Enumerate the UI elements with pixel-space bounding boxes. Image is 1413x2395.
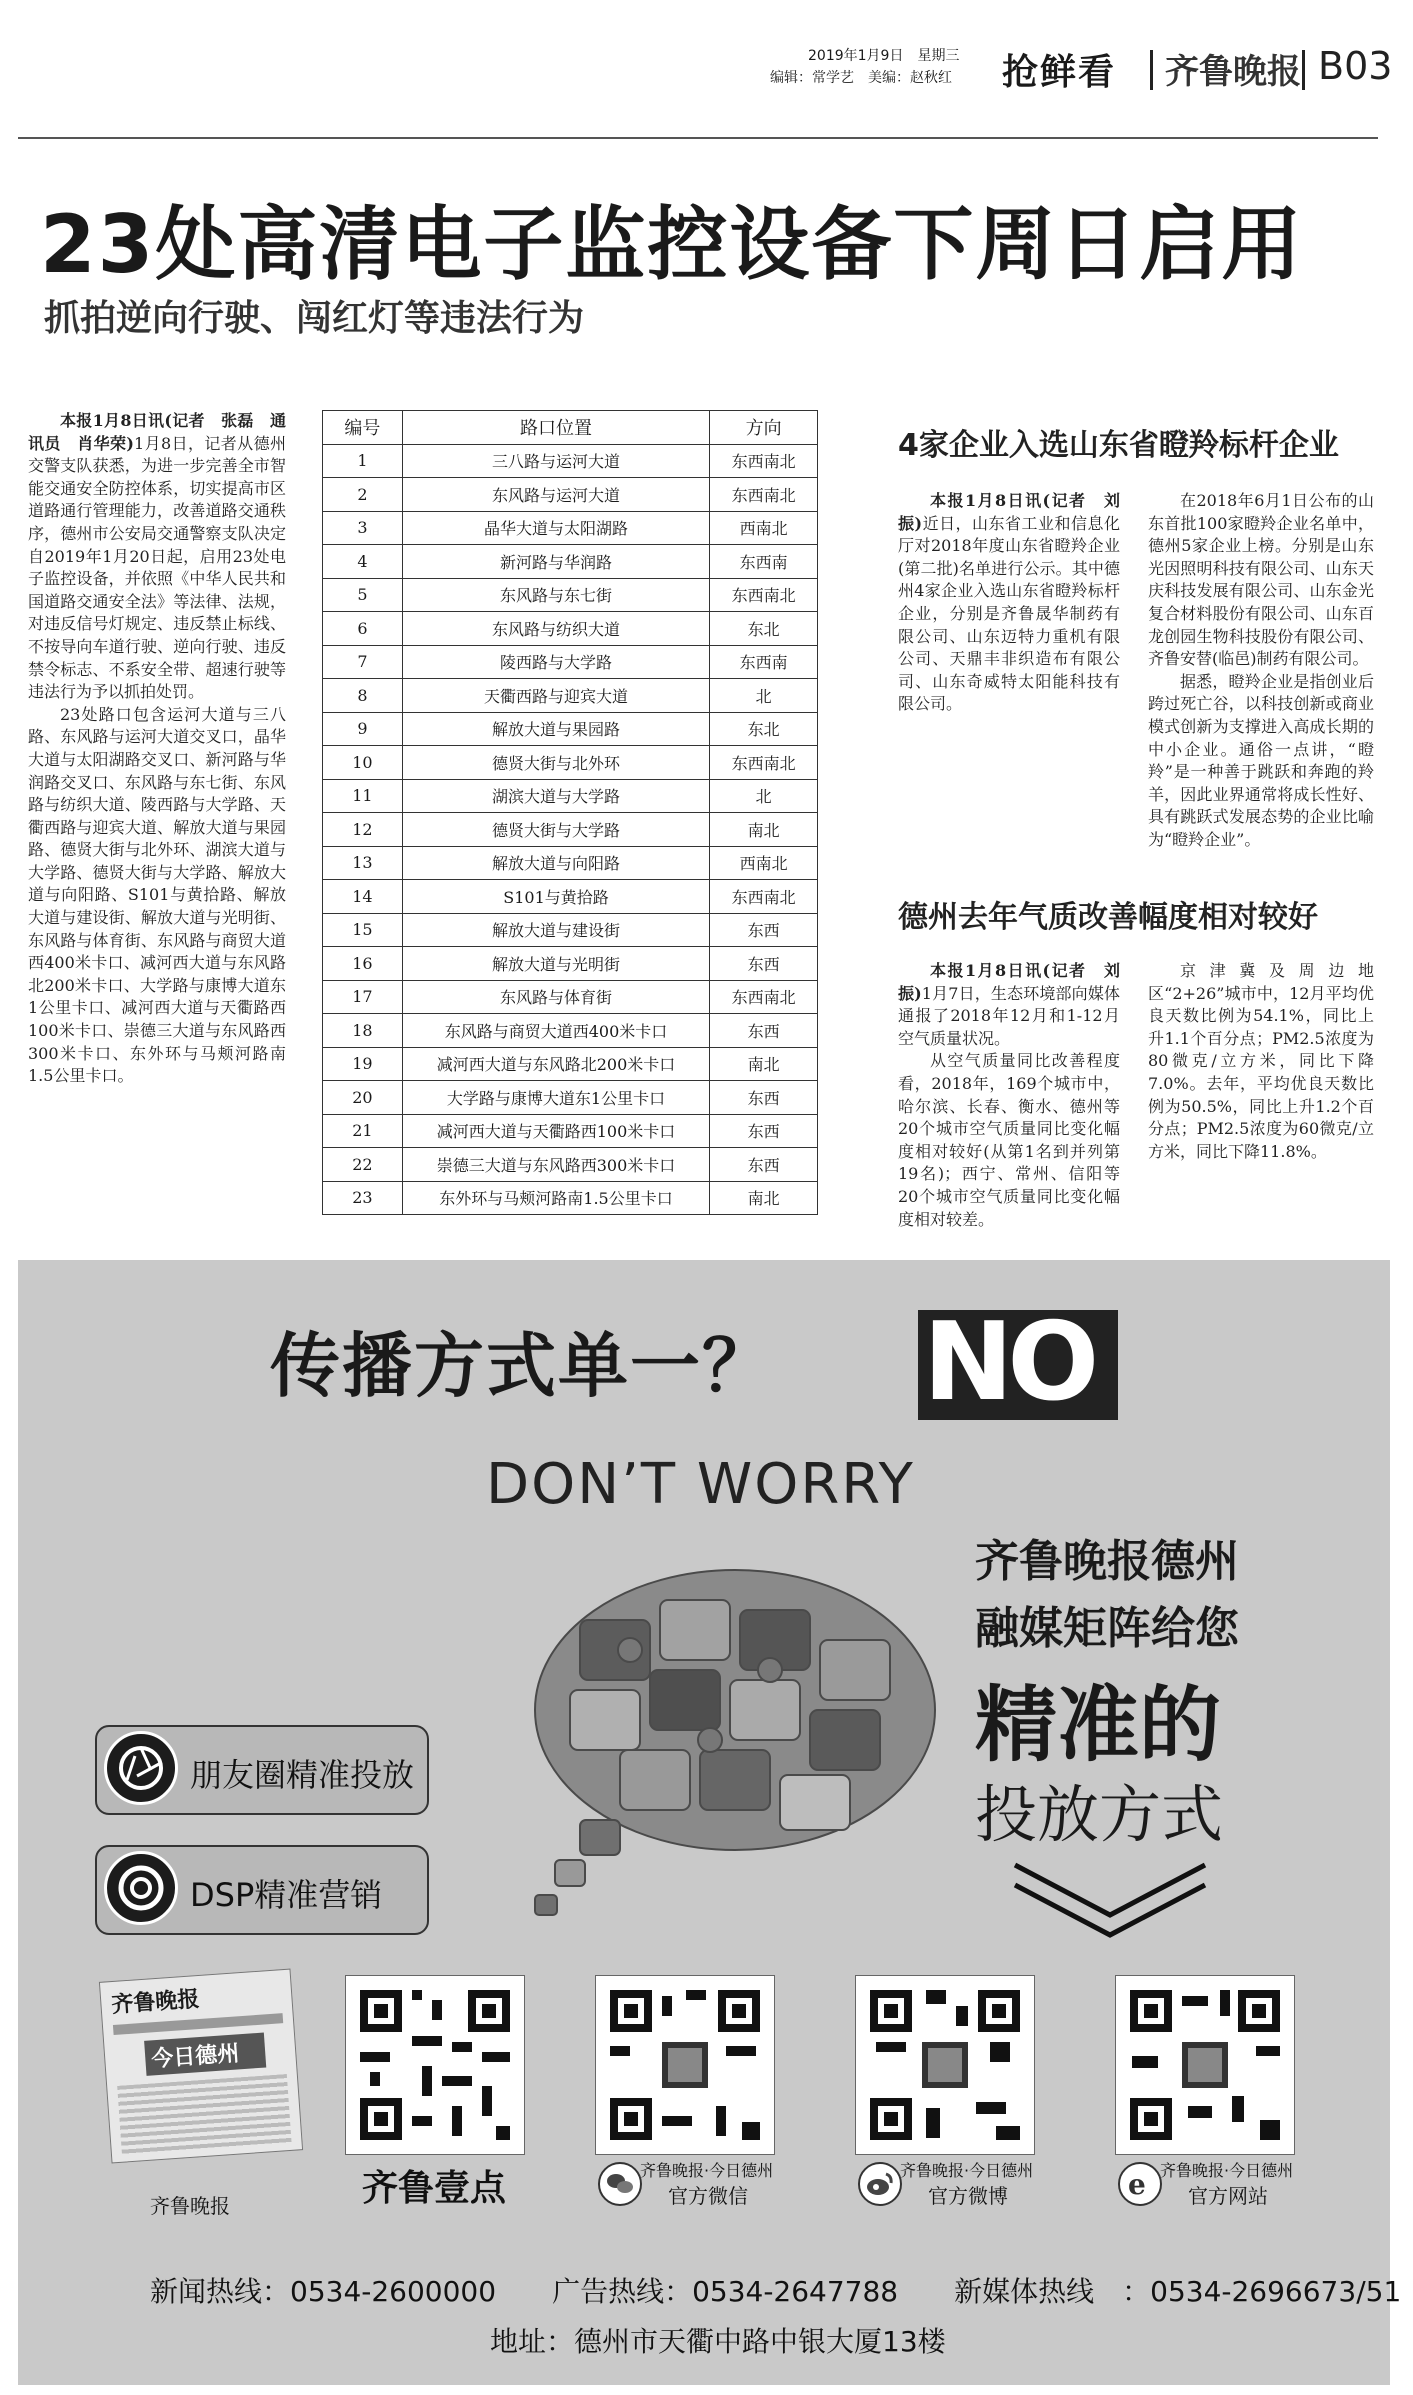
- direction-cell: 南北: [710, 813, 818, 847]
- table-header-row: [323, 411, 818, 445]
- location-cell: 减河西大道与天衢路西100米卡口: [402, 1114, 709, 1148]
- location-cell: 东风路与商贸大道西400米卡口: [402, 1014, 709, 1048]
- location-cell: 崇德三大道与东风路西300米卡口: [402, 1148, 709, 1182]
- wechat-label: 官方微信: [668, 2184, 748, 2208]
- dsp-logo-icon: [104, 1851, 178, 1925]
- row-number-cell: 16: [323, 947, 403, 981]
- ad-right-line3: 精准的: [975, 1678, 1222, 1773]
- location-cell: 东风路与运河大道: [402, 478, 709, 512]
- row-number-cell: 17: [323, 980, 403, 1014]
- address-info: 地址：德州市天衢中路中银大厦13楼: [490, 2325, 946, 2358]
- location-cell: S101与黄拾路: [402, 880, 709, 914]
- table-row: [323, 1181, 818, 1215]
- newspaper-masthead: 齐鲁晚报: [110, 1985, 201, 2019]
- puzzle-bubble-illustration: [510, 1560, 960, 1940]
- location-cell: 解放大道与建设街: [402, 913, 709, 947]
- table-row: [323, 545, 818, 579]
- direction-cell: 西南北: [710, 846, 818, 880]
- side-article-body-col1: [898, 960, 1120, 1231]
- wechat-icon: [598, 2162, 642, 2206]
- column-header: 路口位置: [402, 411, 709, 445]
- header-divider: [1150, 50, 1153, 90]
- location-cell: 晶华大道与太阳湖路: [402, 511, 709, 545]
- newspaper-masthead-2: 今日德州: [144, 2033, 266, 2076]
- side-article-paragraph: 据悉，瞪羚企业是指创业后跨过死亡谷，以科技创新或商业模式创新为支撑进入高成长期的中小企业。通俗一点讲，“瞪羚”是一种善于跳跃和奔跑的羚羊，因此业界通常将成长性好、具有跳跃式发展态势的企业比喻为“瞪羚企业”。: [1148, 671, 1374, 849]
- location-cell: 德贤大街与北外环: [402, 746, 709, 780]
- location-cell: 新河路与华润路: [402, 545, 709, 579]
- table-row: [323, 712, 818, 746]
- direction-cell: 东西南北: [710, 478, 818, 512]
- direction-cell: 北: [710, 779, 818, 813]
- table-row: [323, 746, 818, 780]
- direction-cell: 东西: [710, 1148, 818, 1182]
- qr-code: [345, 1975, 525, 2155]
- side-article-lead: 本报1月8日讯(记者 刘振): [898, 961, 1120, 1003]
- direction-cell: 东西: [710, 1114, 818, 1148]
- table-row: [323, 846, 818, 880]
- section-title: 抢鲜看: [1002, 52, 1117, 93]
- main-article-body: [28, 410, 286, 1088]
- direction-cell: 东西南北: [710, 980, 818, 1014]
- table-row: [323, 1114, 818, 1148]
- direction-cell: 东西南: [710, 545, 818, 579]
- direction-cell: 东西南北: [710, 444, 818, 478]
- location-cell: 东外环与马颊河路南1.5公里卡口: [402, 1181, 709, 1215]
- qr-code-weibo: [855, 1975, 1035, 2155]
- location-cell: 减河西大道与东风路北200米卡口: [402, 1047, 709, 1081]
- row-number-cell: 9: [323, 712, 403, 746]
- hotline-info: 新闻热线：0534-2600000 广告热线：0534-2647788 新媒体热线 ：0534-2696673/51: [150, 2275, 1402, 2308]
- editors-line: 编辑：常学艺 美编：赵秋红: [770, 70, 952, 86]
- monitor-location-table: [322, 410, 818, 1215]
- direction-cell: 南北: [710, 1181, 818, 1215]
- side-article-body-col2: [1148, 490, 1374, 852]
- row-number-cell: 21: [323, 1114, 403, 1148]
- table-row: [323, 813, 818, 847]
- location-cell: 湖滨大道与大学路: [402, 779, 709, 813]
- moments-ad-label: 朋友圈精准投放: [190, 1756, 415, 1794]
- newspaper-label: 齐鲁晚报: [150, 2194, 230, 2218]
- direction-cell: 东北: [710, 712, 818, 746]
- table-row: [323, 444, 818, 478]
- location-cell: 东风路与东七街: [402, 578, 709, 612]
- header-divider: [1302, 50, 1305, 90]
- side-article-body-col2: [1148, 960, 1374, 1163]
- side-article-paragraph: 从空气质量同比改善程度看，2018年，169个城市中，哈尔滨、长春、衡水、德州等20个城市空气质量同比变化幅度相对较好(从第1名到并列第19名)；西宁、常州、信阳等20个城市空气质量同比变化幅度相对较差。: [898, 1051, 1120, 1229]
- direction-cell: 东西: [710, 1081, 818, 1115]
- row-number-cell: 19: [323, 1047, 403, 1081]
- table-row: [323, 880, 818, 914]
- direction-cell: 东西南北: [710, 880, 818, 914]
- row-number-cell: 1: [323, 444, 403, 478]
- side-article-paragraph: 1月7日，生态环境部向媒体通报了2018年12月和1-12月空气质量状况。: [898, 983, 1120, 1048]
- side-article-body-col1: [898, 490, 1120, 716]
- ad-right-line1: 齐鲁晚报德州: [975, 1536, 1239, 1587]
- direction-cell: 西南北: [710, 511, 818, 545]
- column-header: 编号: [323, 411, 403, 445]
- issue-date: 2019年1月9日 星期三: [808, 48, 960, 64]
- location-cell: 解放大道与向阳路: [402, 846, 709, 880]
- location-cell: 大学路与康博大道东1公里卡口: [402, 1081, 709, 1115]
- row-number-cell: 8: [323, 679, 403, 713]
- table-row: [323, 612, 818, 646]
- side-article-title: 4家企业入选山东省瞪羚标杆企业: [898, 428, 1339, 463]
- direction-cell: 东西: [710, 1014, 818, 1048]
- location-cell: 三八路与运河大道: [402, 444, 709, 478]
- no-badge-text: NO: [923, 1300, 1094, 1425]
- row-number-cell: 22: [323, 1148, 403, 1182]
- direction-cell: 东西: [710, 913, 818, 947]
- article-lead: 本报1月8日讯(记者 张磊 通讯员 肖华荣): [28, 411, 286, 453]
- row-number-cell: 11: [323, 779, 403, 813]
- row-number-cell: 20: [323, 1081, 403, 1115]
- row-number-cell: 2: [323, 478, 403, 512]
- dsp-ad-label: DSP精准营销: [190, 1876, 383, 1914]
- svg-text:e: e: [1128, 2168, 1146, 2201]
- row-number-cell: 15: [323, 913, 403, 947]
- direction-cell: 东北: [710, 612, 818, 646]
- table-row: [323, 511, 818, 545]
- side-article-title: 德州去年气质改善幅度相对较好: [898, 900, 1318, 935]
- row-number-cell: 7: [323, 645, 403, 679]
- row-number-cell: 13: [323, 846, 403, 880]
- row-number-cell: 12: [323, 813, 403, 847]
- table-row: [323, 1047, 818, 1081]
- side-article-paragraph: 在2018年6月1日公布的山东首批100家瞪羚企业名单中，德州5家企业上榜。分别是山东光因照明科技有限公司、山东天庆科技发展有限公司、山东金光复合材料股份有限公司、山东百龙创园生物科技股份有限公司、齐鲁安替(临邑)制药有限公司。: [1148, 491, 1374, 669]
- weibo-label: 官方微博: [928, 2184, 1008, 2208]
- table-row: [323, 578, 818, 612]
- newspaper-image: [99, 1969, 303, 2164]
- side-article-paragraph: 近日，山东省工业和信息化厅对2018年度山东省瞪羚企业(第二批)名单进行公示。其中德州4家企业入选山东省瞪羚标杆企业，分别是齐鲁晟华制药有限公司、山东迈特力重机有限公司、天鼎丰非织造布有限公司、山东奇威特太阳能科技有限公司。: [898, 513, 1120, 714]
- location-cell: 东风路与体育街: [402, 980, 709, 1014]
- article-paragraph: 1月8日，记者从德州交警支队获悉，为进一步完善全市智能交通安全防控体系，切实提高市区道路通行管理能力，改善道路交通秩序，德州市公安局交通警察支队决定自2019年1月20日起，启用23处电子监控设备，并依照《中华人民共和国道路交通安全法》等法律、法规，对违反信号灯规定、违反禁止标线、不按导向车道行驶、逆向行驶、违反禁令标志、不系安全带、超速行驶等违法行为予以抓拍处罚。: [28, 433, 286, 702]
- camera-aperture-icon: [104, 1731, 178, 1805]
- row-number-cell: 23: [323, 1181, 403, 1215]
- direction-cell: 东西: [710, 947, 818, 981]
- table-row: [323, 679, 818, 713]
- ad-right-line2: 融媒矩阵给您: [975, 1603, 1239, 1654]
- article-paragraph: 23处路口包含运河大道与三八路、东风路与运河大道交叉口，晶华大道与太阳湖路交叉口、新河路与华润路交叉口、东风路与东七街、东风路与纺织大道、陵西路与大学路、天衢西路与迎宾大道、解放大道与果园路、德贤大街与北外环、湖滨大道与大学路、德贤大街与大学路、解放大道与向阳路、S101与黄拾路、解放大道与建设街、解放大道与光明街、东风路与体育街、东风路与商贸大道西400米卡口、减河西大道与东风路北200米卡口、大学路与康博大道东1公里卡口、减河西大道与天衢路西100米卡口、崇德三大道与东风路西300米卡口、东外环与马颊河路南1.5公里卡口。: [28, 704, 286, 1086]
- table-row: [323, 1081, 818, 1115]
- direction-cell: 南北: [710, 1047, 818, 1081]
- direction-cell: 东西南: [710, 645, 818, 679]
- ie-browser-icon: [1118, 2162, 1162, 2206]
- qr-account-name: 齐鲁晚报·今日德州: [640, 2161, 774, 2180]
- location-cell: 东风路与纺织大道: [402, 612, 709, 646]
- row-number-cell: 6: [323, 612, 403, 646]
- column-header: 方向: [710, 411, 818, 445]
- qr-code-website: [1115, 1975, 1295, 2155]
- newspaper-logo: 齐鲁晚报: [1165, 52, 1301, 92]
- direction-cell: 东西南北: [710, 578, 818, 612]
- table-row: [323, 913, 818, 947]
- table-row: [323, 1148, 818, 1182]
- website-label: 官方网站: [1188, 2184, 1268, 2208]
- location-cell: 陵西路与大学路: [402, 645, 709, 679]
- yidian-brand: 齐鲁壹点: [361, 2168, 506, 2209]
- headline: 23处高清电子监控设备下周日启用: [40, 198, 1304, 291]
- direction-cell: 北: [710, 679, 818, 713]
- location-cell: 解放大道与果园路: [402, 712, 709, 746]
- table-row: [323, 779, 818, 813]
- direction-cell: 东西南北: [710, 746, 818, 780]
- page-number: B03: [1318, 44, 1393, 88]
- table-row: [323, 1014, 818, 1048]
- row-number-cell: 3: [323, 511, 403, 545]
- table-row: [323, 947, 818, 981]
- row-number-cell: 4: [323, 545, 403, 579]
- side-article-paragraph: 京津冀及周边地区“2+26”城市中，12月平均优良天数比例为54.1%，同比上升1.1个百分点；PM2.5浓度为80微克/立方米，同比下降7.0%。去年，平均优良天数比例为50.5%，同比上升1.2个百分点；PM2.5浓度为60微克/立方米，同比下降11.8%。: [1148, 961, 1374, 1161]
- subheadline: 抓拍逆向行驶、闯红灯等违法行为: [44, 298, 585, 339]
- weibo-icon: [858, 2162, 902, 2206]
- ad-question: 传播方式单一？: [270, 1325, 774, 1407]
- location-cell: 天衢西路与迎宾大道: [402, 679, 709, 713]
- table-row: [323, 645, 818, 679]
- qr-account-name: 齐鲁晚报·今日德州: [900, 2161, 1034, 2180]
- qr-code-wechat: [595, 1975, 775, 2155]
- ad-right-line4: 投放方式: [975, 1778, 1224, 1851]
- side-article-lead: 本报1月8日讯(记者 刘振): [898, 491, 1120, 533]
- header-rule: [18, 137, 1378, 139]
- row-number-cell: 14: [323, 880, 403, 914]
- row-number-cell: 18: [323, 1014, 403, 1048]
- dont-worry-text: DON’T WORRY: [486, 1452, 915, 1517]
- row-number-cell: 5: [323, 578, 403, 612]
- row-number-cell: 10: [323, 746, 403, 780]
- qr-account-name: 齐鲁晚报·今日德州: [1160, 2161, 1294, 2180]
- location-cell: 德贤大街与大学路: [402, 813, 709, 847]
- table-row: [323, 478, 818, 512]
- chevron-down-icon: [1010, 1860, 1210, 1940]
- table-row: [323, 980, 818, 1014]
- location-cell: 解放大道与光明街: [402, 947, 709, 981]
